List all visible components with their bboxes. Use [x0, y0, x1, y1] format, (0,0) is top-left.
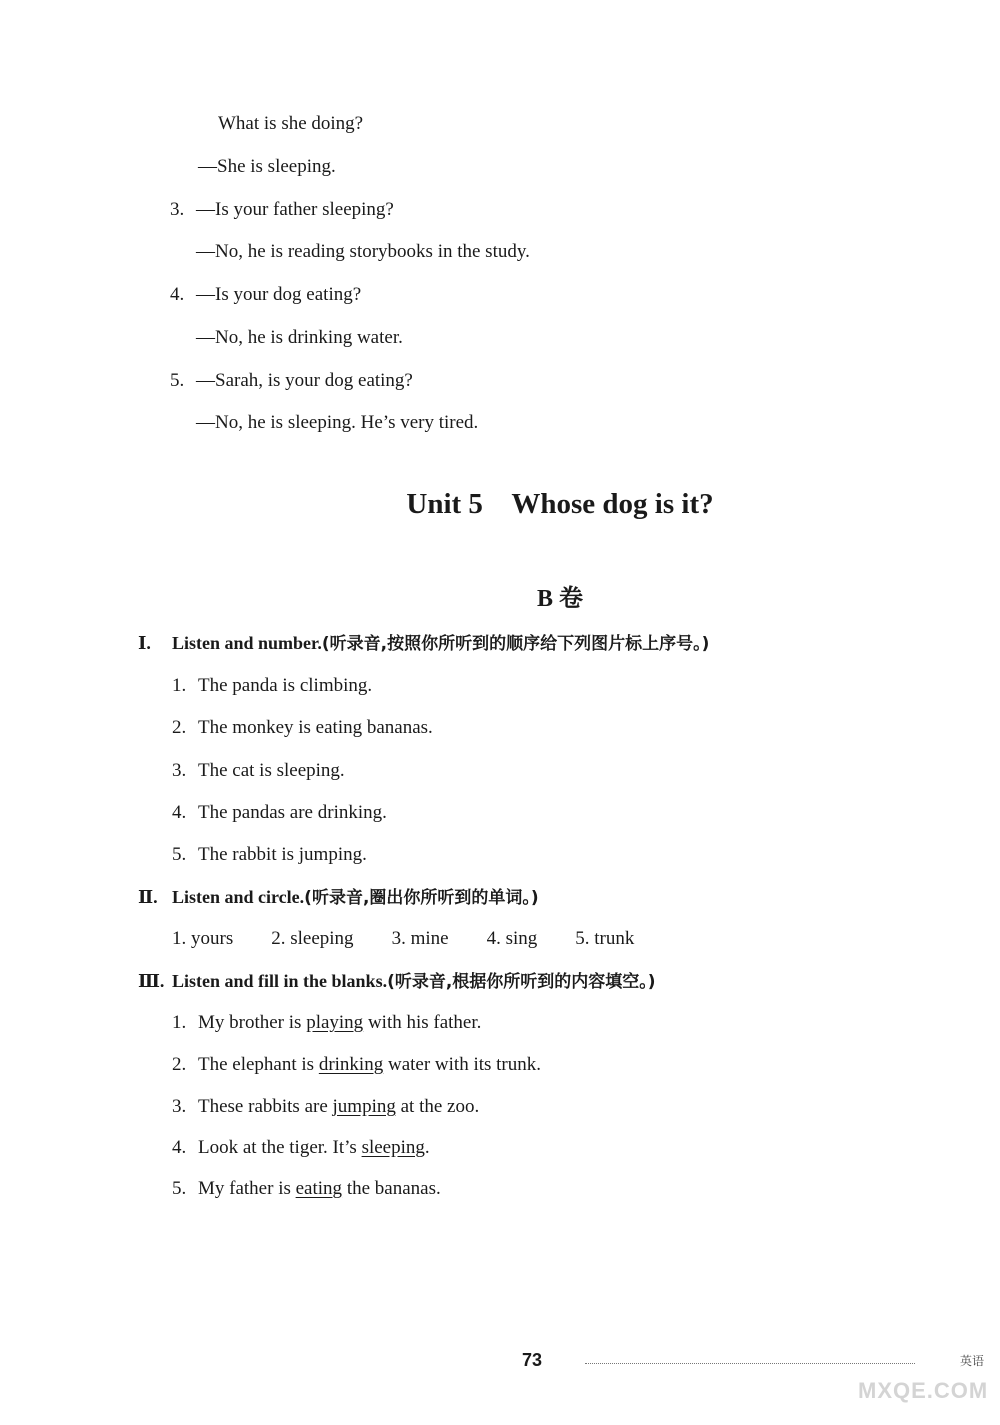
item-number: 3.	[172, 1096, 187, 1117]
item-number: 2.	[271, 928, 286, 949]
blank-answer: eating	[295, 1178, 343, 1199]
section-title: Listen and number.	[172, 633, 322, 653]
page-number: 73	[522, 1350, 543, 1370]
list-item	[172, 716, 433, 740]
item-number: 2.	[172, 1054, 187, 1075]
blank-answer: sleeping	[361, 1137, 425, 1158]
blank-answer: playing	[306, 1012, 364, 1033]
fill-blank-item	[172, 1011, 481, 1035]
sentence-start: The elephant is	[198, 1054, 319, 1075]
dialogue-answer: —No, he is drinking water.	[196, 327, 403, 348]
dialogue-question: What is she doing?	[218, 113, 364, 134]
item-number: 1.	[172, 928, 187, 949]
item-number: 2.	[172, 717, 187, 738]
word-option	[487, 927, 538, 951]
item-number: 3.	[391, 928, 406, 949]
sentence-start: These rabbits are	[198, 1096, 333, 1117]
dialogue-item-4	[170, 283, 361, 307]
dialogue-answer: —No, he is reading storybooks in the study.	[196, 241, 530, 262]
sentence-end: .	[424, 1137, 430, 1158]
roman-numeral: Ⅱ.	[138, 887, 158, 907]
item-text: The pandas are drinking.	[198, 802, 387, 823]
item-text: The monkey is eating bananas.	[198, 717, 433, 738]
item-number: 5.	[170, 370, 185, 391]
dialogue-question: —Is your father sleeping?	[196, 199, 394, 220]
word-text: sing	[505, 928, 538, 949]
item-text: The rabbit is jumping.	[198, 844, 367, 865]
blank-answer: drinking	[318, 1054, 384, 1075]
sentence-end: water with its trunk.	[383, 1054, 541, 1075]
sentence-start: My brother is	[198, 1012, 307, 1033]
dialogue-item-3	[170, 198, 394, 222]
section-instruction: (听录音,根据你所听到的内容填空。)	[387, 972, 656, 992]
roman-numeral: Ⅲ.	[138, 971, 165, 991]
sentence-end: with his father.	[363, 1012, 482, 1033]
word-text: sleeping	[290, 928, 354, 949]
item-number: 4.	[172, 1137, 187, 1158]
list-item	[172, 759, 345, 783]
item-number: 1.	[172, 1012, 187, 1033]
item-number: 4.	[172, 802, 187, 823]
item-number: 4.	[486, 928, 501, 949]
dialogue-item-5	[170, 369, 413, 393]
fill-blank-item	[172, 1177, 441, 1201]
blank-answer: jumping	[332, 1096, 396, 1117]
item-number: 1.	[172, 675, 187, 696]
section-instruction: (听录音,按照你所听到的顺序给下列图片标上序号。)	[321, 634, 710, 654]
word-text: trunk	[594, 928, 635, 949]
sentence-end: the bananas.	[342, 1178, 441, 1199]
subject-label: 英语	[960, 1354, 985, 1368]
word-option	[271, 927, 353, 951]
sentence-start: Look at the tiger. It’s	[198, 1137, 362, 1158]
sentence-start: My father is	[198, 1178, 296, 1199]
dialogue-answer: —No, he is sleeping. He’s very tired.	[196, 412, 479, 433]
item-number: 3.	[172, 760, 187, 781]
item-text: The panda is climbing.	[198, 675, 373, 696]
section-title: Listen and circle.	[172, 887, 305, 907]
item-number: 3.	[170, 199, 185, 220]
roman-numeral: Ⅰ.	[138, 633, 151, 653]
word-text: mine	[410, 928, 449, 949]
section-instruction: (听录音,圈出你所听到的单词。)	[304, 888, 539, 908]
section-subtitle: B 卷	[536, 586, 583, 612]
fill-blank-item	[172, 1053, 541, 1077]
item-number: 4.	[170, 284, 185, 305]
dialogue-answer: —She is sleeping.	[198, 156, 336, 177]
item-text: The cat is sleeping.	[198, 760, 345, 781]
section-heading-fill-in-blanks	[138, 969, 656, 994]
dialogue-question: —Is your dog eating?	[196, 284, 362, 305]
word-list	[172, 927, 672, 951]
section-title: Listen and fill in the blanks.	[172, 971, 388, 991]
sentence-end: at the zoo.	[395, 1096, 480, 1117]
item-number: 5.	[172, 1178, 187, 1199]
list-item	[172, 843, 367, 867]
section-heading-listen-and-circle	[138, 885, 539, 910]
word-option	[575, 927, 634, 951]
watermark: MXQE.COM	[858, 1378, 989, 1403]
list-item	[172, 674, 372, 698]
item-number: 5.	[575, 928, 590, 949]
fill-blank-item	[172, 1095, 479, 1119]
fill-blank-item	[172, 1136, 430, 1160]
dialogue-question: —Sarah, is your dog eating?	[196, 370, 413, 391]
word-option	[172, 927, 233, 951]
section-heading-listen-and-number	[138, 631, 709, 656]
unit-title: Unit 5 Whose dog is it?	[406, 488, 714, 520]
word-text: yours	[191, 928, 234, 949]
word-option	[392, 927, 449, 951]
footer-divider	[585, 1363, 915, 1364]
list-item	[172, 801, 387, 825]
item-number: 5.	[172, 844, 187, 865]
